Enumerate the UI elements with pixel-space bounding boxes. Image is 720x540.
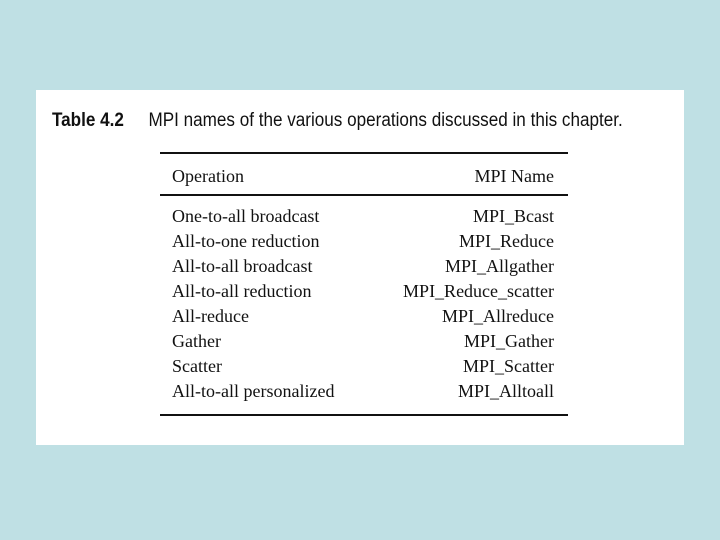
table-body xyxy=(160,196,568,414)
cell-operation: One-to-all broadcast xyxy=(172,206,320,226)
table-caption xyxy=(52,110,623,132)
cell-mpi-name: MPI_Alltoall xyxy=(457,381,554,401)
cell-mpi-name: MPI_Reduce_scatter xyxy=(403,281,554,301)
table-row xyxy=(160,279,568,304)
table-row xyxy=(160,254,568,279)
cell-operation: All-to-all personalized xyxy=(172,381,335,401)
cell-mpi-name: MPI_Allgather xyxy=(445,256,554,276)
cell-operation: All-to-one reduction xyxy=(172,231,320,251)
cell-operation: All-reduce xyxy=(172,306,249,326)
cell-operation: All-to-all reduction xyxy=(172,281,312,301)
cell-mpi-name: MPI_Gather xyxy=(464,331,554,351)
cell-mpi-name: MPI_Reduce xyxy=(459,231,554,251)
table-row xyxy=(160,229,568,254)
table-caption-label: Table 4.2 xyxy=(52,110,124,131)
table-row xyxy=(160,354,568,379)
mpi-operations-table xyxy=(160,152,568,416)
cell-operation: All-to-all broadcast xyxy=(172,256,313,276)
cell-operation: Scatter xyxy=(172,356,222,376)
table-row xyxy=(160,329,568,354)
table-header-row xyxy=(160,154,568,194)
table-panel xyxy=(36,90,684,445)
cell-mpi-name: MPI_Scatter xyxy=(463,356,554,376)
table-bottom-rule xyxy=(160,414,568,416)
table-row xyxy=(160,304,568,329)
header-operation: Operation xyxy=(172,166,244,186)
table-row xyxy=(160,379,568,404)
table-row xyxy=(160,204,568,229)
cell-operation: Gather xyxy=(172,331,221,351)
table-caption-text: MPI names of the various operations discussed in this chapter. xyxy=(148,110,623,131)
header-mpi-name: MPI Name xyxy=(474,166,554,186)
cell-mpi-name: MPI_Allreduce xyxy=(442,306,554,326)
cell-mpi-name: MPI_Bcast xyxy=(473,206,554,226)
